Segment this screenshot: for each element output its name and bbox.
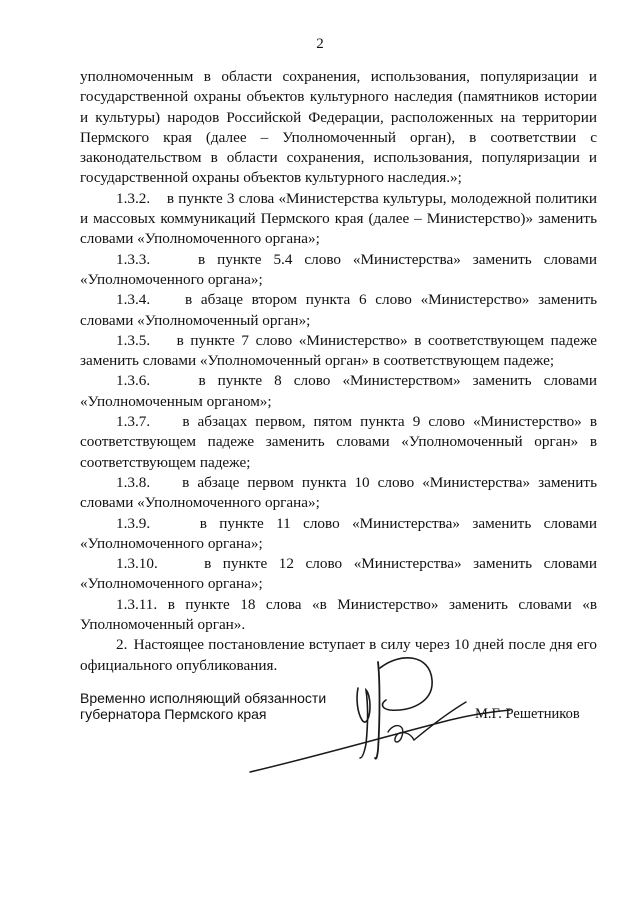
paragraph-text: в пункте 5.4 слово «Министерства» заменить словами «Уполномоченного органа»; bbox=[80, 250, 597, 288]
paragraph-text: в пункте 18 слова «в Министерство» заменить словами «в Уполномоченный орган». bbox=[80, 595, 597, 634]
paragraph-1-3-6 bbox=[80, 371, 597, 412]
paragraph-1-3-2 bbox=[80, 189, 597, 250]
paragraph-1-3-8 bbox=[80, 473, 597, 514]
signatory-title-line-1: Временно исполняющий обязанности bbox=[80, 690, 327, 706]
paragraph-text: Настоящее постановление вступает в силу через 10 дней после дня его официального опубликования. bbox=[80, 636, 598, 674]
paragraph-text: уполномоченным в области сохранения, использования, популяризации и государственной охраны объектов культурного наследия (памятников истории и культуры) народов Российской Федерации, расположенных на территории Пермского края (далее – Уполномоченный орган), в соответствии с законодательством в области сохранения, использования, популяризации и государственной охраны объектов культурного наследия.»; bbox=[80, 68, 597, 187]
paragraph-label: 1.3.8. bbox=[116, 473, 151, 491]
signatory-name: М.Г. Решетников bbox=[475, 706, 580, 722]
paragraph-text: в пункте 7 слово «Министерство» в соответствующем падеже заменить словами «Уполномоченный орган» в соответствующем падеже; bbox=[80, 331, 598, 370]
paragraph-text: в абзаце втором пункта 6 слово «Министерство» заменить словами «Уполномоченный орган»; bbox=[80, 291, 598, 329]
paragraph-label: 1.3.5. bbox=[116, 331, 151, 349]
paragraph-1-3-5 bbox=[80, 331, 597, 372]
paragraph-text: в абзаце первом пункта 10 слово «Министерства» заменить словами «Уполномоченного органа»; bbox=[80, 473, 597, 512]
paragraph-label: 1.3.10. bbox=[116, 555, 158, 573]
paragraph-label: 1.3.7. bbox=[116, 413, 151, 431]
paragraph-1-3-7 bbox=[80, 412, 597, 473]
paragraph-1-3-4 bbox=[80, 290, 597, 331]
signatory-title-line-2: губернатора Пермского края bbox=[80, 706, 267, 722]
paragraph-1-3-11 bbox=[80, 595, 597, 636]
paragraph-label: 1.3.4. bbox=[116, 291, 151, 309]
paragraph-label: 1.3.6. bbox=[116, 372, 151, 390]
page-number: 2 bbox=[316, 36, 324, 52]
paragraph-continuation bbox=[80, 67, 597, 189]
paragraph-1-3-10 bbox=[80, 554, 597, 595]
paragraph-label: 1.3.11. bbox=[116, 595, 158, 613]
paragraph-text: в пункте 11 слово «Министерства» заменить словами «Уполномоченного органа»; bbox=[80, 514, 597, 552]
paragraph-1-3-9 bbox=[80, 514, 597, 555]
paragraph-text: в пункте 3 слова «Министерства культуры, молодежной политики и массовых коммуникаций Пермского края (далее – Министерство)» заменить словами «Уполномоченного органа»; bbox=[80, 189, 597, 248]
paragraph-text: в абзацах первом, пятом пункта 9 слово «Министерство» в соответствующем падеже заменить словами «Уполномоченный орган» в соответствующем падеже; bbox=[80, 413, 597, 471]
paragraph-1-3-3 bbox=[80, 250, 597, 291]
paragraph-label: 1.3.9. bbox=[116, 514, 151, 532]
paragraph-text: в пункте 12 слово «Министерства» заменить словами «Уполномоченного органа»; bbox=[80, 555, 597, 593]
paragraph-label: 1.3.2. bbox=[116, 189, 151, 207]
signature-block bbox=[80, 690, 600, 790]
paragraph-label: 2. bbox=[116, 636, 128, 654]
paragraph-text: в пункте 8 слово «Министерством» заменить словами «Уполномоченным органом»; bbox=[80, 372, 597, 410]
paragraph-label: 1.3.3. bbox=[116, 250, 151, 268]
document-body bbox=[80, 67, 597, 676]
